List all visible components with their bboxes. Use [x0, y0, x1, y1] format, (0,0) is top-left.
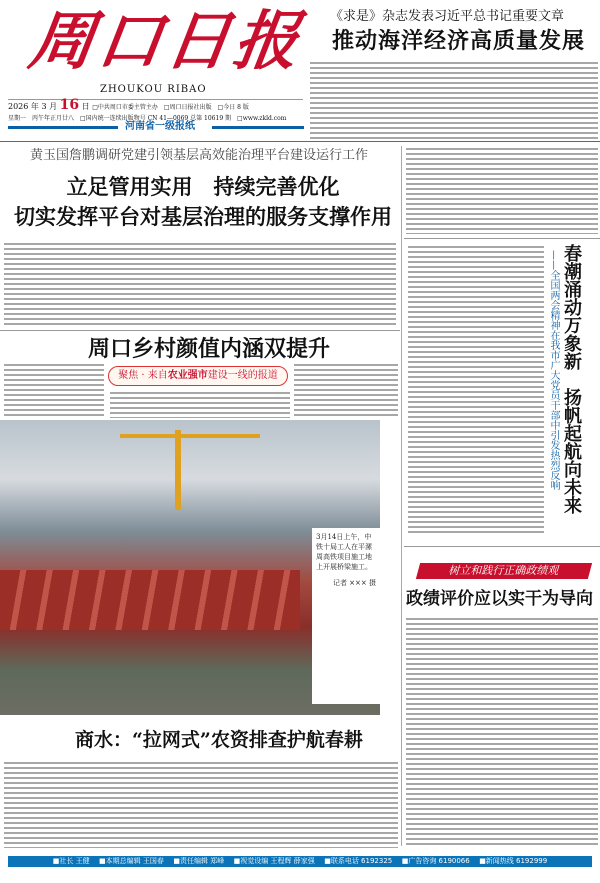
main-subhead: 黄玉国詹鹏调研党建引领基层高效能治理平台建设运行工作: [30, 148, 369, 163]
lead-headline: 推动海洋经济高质量发展: [332, 29, 586, 54]
tag-prefix: 聚焦 · 来自: [118, 370, 168, 381]
column-banner: 树立和践行正确政绩观: [416, 563, 592, 579]
caption-text: 3月14日上午，中铁十局工人在平漯周高铁项目施工地上开展桥梁施工。: [316, 533, 372, 571]
main-headline-line1: 立足管用实用 持续完善优化: [66, 175, 340, 199]
photo-credit: 记者 ××× 摄: [332, 579, 376, 587]
main-body: [4, 243, 396, 325]
province-tag: 河南省一级报纸: [125, 121, 195, 132]
rural-body: [4, 364, 104, 418]
footer-item: ■本期总编辑 王国春: [99, 857, 164, 865]
date-suffix: 日: [81, 102, 90, 111]
divider: [404, 546, 600, 547]
tag-emphasis: 农业强市: [167, 370, 208, 381]
shangshui-body: [4, 762, 398, 848]
footer-item: ■新闻热线 6192999: [479, 857, 548, 865]
date-prefix: 2026 年 3 月: [8, 102, 58, 111]
lead-body: [310, 62, 598, 140]
footer-item: ■责任编辑 郑峰: [173, 857, 225, 865]
crane: [120, 434, 260, 438]
footer-item: ■视觉设编 王程辉 薛家强: [233, 857, 315, 865]
rebar-segments: [0, 570, 300, 630]
divider: [8, 126, 118, 129]
newspaper-pinyin: ZHOUKOU RIBAO: [100, 84, 207, 95]
divider: [401, 146, 402, 846]
footer-item: ■社长 王健: [52, 857, 90, 865]
footer-item: ■联系电话 6192325: [324, 857, 393, 865]
rural-headline: 周口乡村颜值内涵双提升: [88, 336, 331, 362]
views-headline: 政绩评价应以实干为导向: [406, 589, 593, 609]
continued-body: [406, 148, 598, 234]
series-tag: [108, 366, 288, 386]
main-headline: [6, 172, 400, 232]
footer-item: ■广告咨询 6190066: [401, 857, 470, 865]
divider: [0, 330, 400, 331]
divider: [404, 238, 600, 239]
shangshui-headline: 商水：“拉网式”农资排查护航春耕: [75, 729, 363, 751]
footer-bar: [8, 856, 592, 867]
issue-line1: □中共周口市委主管主办 □周口日报社出版 □今日 8 版: [92, 104, 249, 111]
lead-kicker: 《求是》杂志发表习近平总书记重要文章: [330, 9, 565, 24]
rural-body: [294, 364, 398, 418]
tag-suffix: 建设一线的报道: [207, 370, 278, 381]
photo-caption: [312, 528, 380, 704]
divider: [0, 141, 600, 142]
issue-line2: 星期一 丙午年正月廿八 □国内统一连续出版物号 CN 41—0069 总第 10619 期 □www.zkld.com: [8, 115, 287, 122]
side-headline: 春潮涌动万象新 扬帆起航向未来: [561, 244, 582, 514]
main-headline-line2: 切实发挥平台对基层治理的服务支撑作用: [14, 205, 392, 229]
rural-body: [110, 392, 290, 418]
views-body: [406, 618, 598, 848]
date-day: 16: [59, 97, 80, 113]
side-subtitle: ——全国两会精神在我市广大党员干部中引发热烈反响: [548, 250, 559, 490]
crane: [175, 430, 181, 510]
newspaper-logo: 周口日报: [24, 4, 308, 79]
side-body: [408, 246, 544, 536]
divider: [212, 126, 304, 129]
